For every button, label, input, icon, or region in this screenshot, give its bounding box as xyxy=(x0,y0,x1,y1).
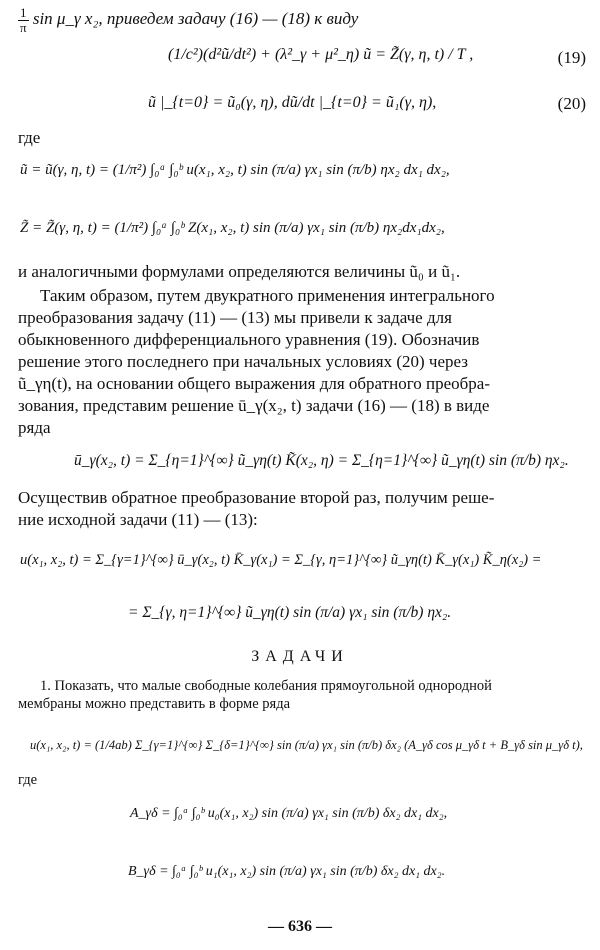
equation-z-tilde: Z̃ = Z̃(γ, η, t) = (1/π²) ∫₀ᵃ ∫₀ᵇ Z(x₁, x₂, t) sin (π/a) γx₁ sin (π/b) ηx₂dx₁dx₂, xyxy=(20,220,445,236)
paragraph-2-line-5: ũ_γη(t), на основании общего выражения для обратного преобра- xyxy=(18,374,490,393)
paragraph-2-line-2: преобразования задачу (11) — (13) мы привели к задаче для xyxy=(18,308,452,327)
equation-u-tilde: ũ = ũ(γ, η, t) = (1/π²) ∫₀ᵃ ∫₀ᵇ u(x₁, x₂, t) sin (π/a) γx₁ sin (π/b) ηx₂ dx₁ dx₂, xyxy=(20,162,450,178)
section-heading: ЗАДАЧИ xyxy=(251,648,349,665)
paragraph-2-line-1: Таким образом, путем двукратного применения интегрального xyxy=(40,286,495,305)
equation-b-coefficient: B_γδ = ∫₀ᵃ ∫₀ᵇ u₁(x₁, x₂) sin (π/a) γx₁ sin (π/b) δx₂ dx₁ dx₂. xyxy=(128,864,446,879)
equation-solution-1: u(x₁, x₂, t) = Σ_{γ=1}^{∞} ū_γ(x₂, t) K̄_γ(x₁) = Σ_{γ, η=1}^{∞} ũ_γη(t) K̄_γ(x₁) K̃_η(x₂) = xyxy=(20,552,542,568)
line-1 xyxy=(18,6,358,34)
equation-a-coefficient: A_γδ = ∫₀ᵃ ∫₀ᵇ u₀(x₁, x₂) sin (π/a) γx₁ sin (π/b) δx₂ dx₁ dx₂, xyxy=(130,806,448,821)
equation-19-number: (19) xyxy=(557,48,586,67)
task-1-line-1: 1. Показать, что малые свободные колебания прямоугольной однородной xyxy=(40,678,492,694)
equation-20: ũ |_{t=0} = ũ₀(γ, η), dũ/dt |_{t=0} = ũ₁(γ, η), xyxy=(148,94,437,111)
word-gde-1: где xyxy=(18,128,41,147)
paragraph-3-line-2: ние исходной задачи (11) — (13): xyxy=(18,510,258,529)
equation-20-number: (20) xyxy=(557,94,586,113)
paragraph-2-line-3: обыкновенного дифференциального уравнения (19). Обозначив xyxy=(18,330,480,349)
fraction-1-over-pi: $\frac{1}{\pi}$ xyxy=(20,5,27,35)
line-1-text: sin μ_γ x₂, приведем задачу (16) — (18) к виду xyxy=(32,9,359,29)
task-1-line-2: мембраны можно представить в форме ряда xyxy=(18,696,291,712)
paragraph-2-line-7: ряда xyxy=(18,418,51,437)
equation-19: (1/c²)(d²ũ/dt²) + (λ²_γ + μ²_η) ũ = Z̃(γ, η, t) / T , xyxy=(168,46,474,63)
equation-solution-2: = Σ_{γ, η=1}^{∞} ũ_γη(t) sin (π/a) γx₁ sin (π/b) ηx₂. xyxy=(128,604,452,621)
equation-task-1: u(x₁, x₂, t) = (1/4ab) Σ_{γ=1}^{∞} Σ_{δ=1}^{∞} sin (π/a) γx₁ sin (π/b) δx₂ (A_γδ cos μ_γδ t + B_γδ sin μ_γδ t), xyxy=(30,738,583,752)
paragraph-3-line-1: Осуществив обратное преобразование второй раз, получим реше- xyxy=(18,488,495,507)
word-gde-2: где xyxy=(18,772,38,788)
equation-series-1: ū_γ(x₂, t) = Σ_{η=1}^{∞} ũ_γη(t) K̃(x₂, η) = Σ_{η=1}^{∞} ũ_γη(t) sin (π/b) ηx₂. xyxy=(74,452,569,469)
paragraph-2-line-6: зования, представим решение ū_γ(x₂, t) задачи (16) — (18) в виде xyxy=(18,396,490,415)
paragraph-1: и аналогичными формулами определяются величины ũ₀ и ũ₁. xyxy=(18,262,461,281)
paragraph-2-line-4: решение этого последнего при начальных условиях (20) через xyxy=(18,352,468,371)
page-number: — 636 — xyxy=(268,918,332,935)
